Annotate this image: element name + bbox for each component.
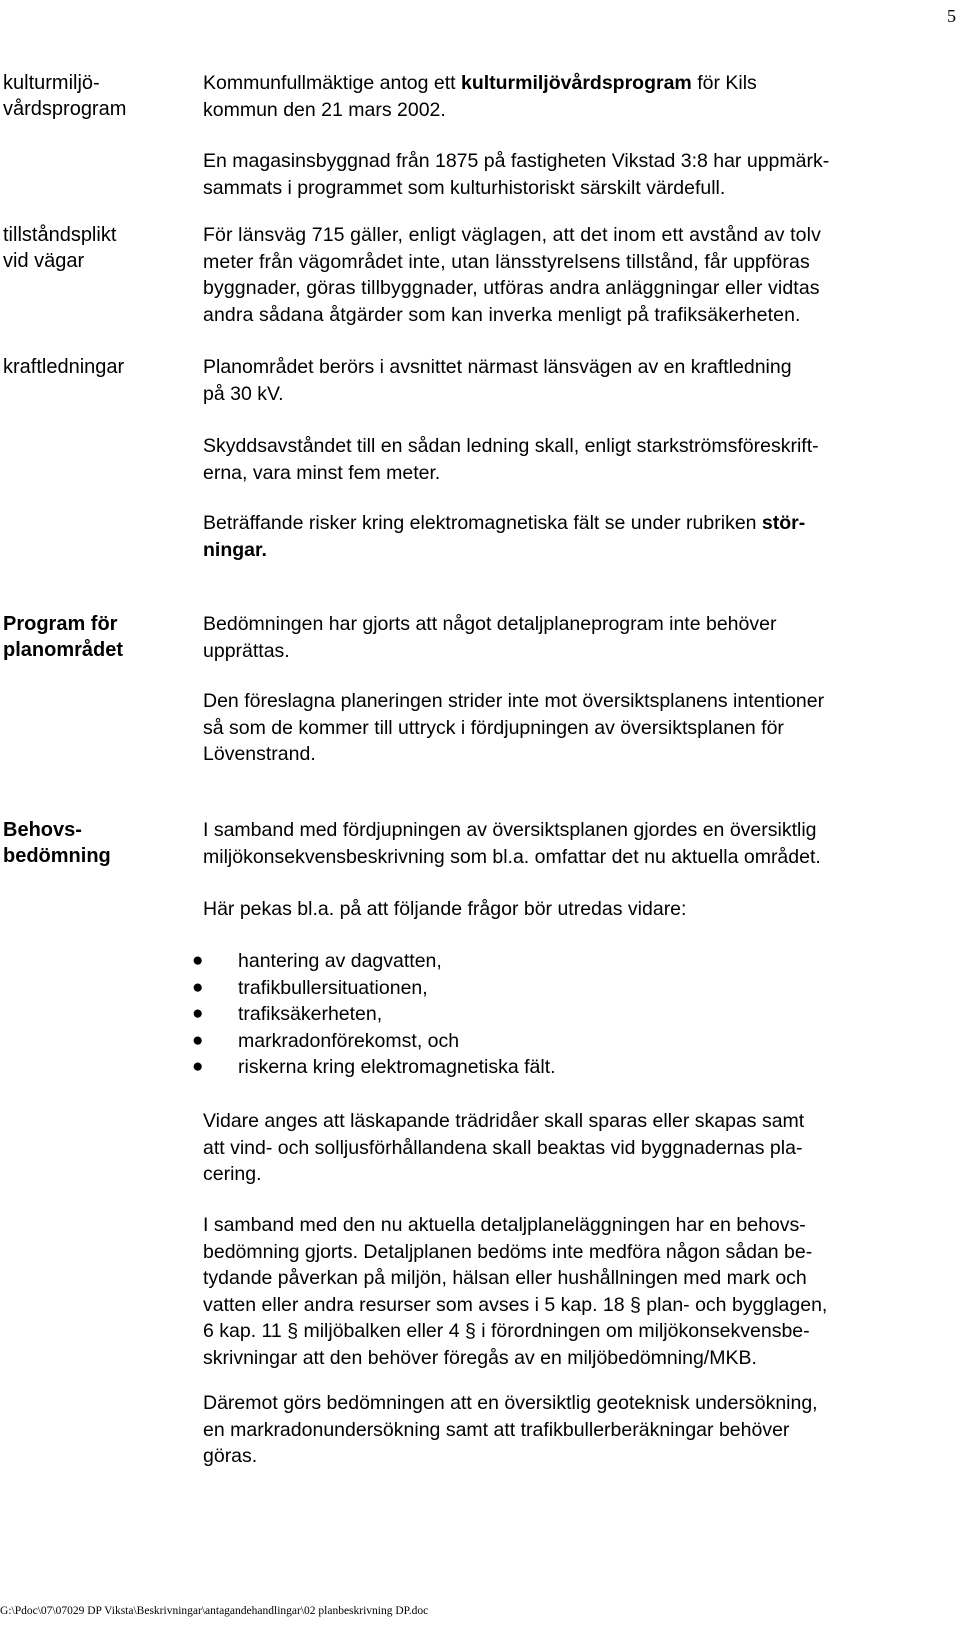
- text-line: skrivningar att den behöver föregås av en miljöbedömning/MKB.: [203, 1346, 757, 1369]
- sidebar-heading-line: Behovs-: [3, 819, 82, 841]
- paragraph-magasinsbyggnad: [203, 148, 829, 201]
- paragraph-tradridaer: [203, 1108, 804, 1188]
- sidebar-heading-kraftledningar: kraftledningar: [3, 356, 125, 378]
- list-item-text: trafikbullersituationen,: [238, 976, 428, 999]
- text-line: Planområdet berörs i avsnittet närmast länsvägen av en kraftledning: [203, 356, 792, 378]
- footer-file-path: G:\Pdoc\07\07029 DP Viksta\Beskrivningar\antagandehandlingar\02 planbeskrivning DP.doc: [0, 1605, 429, 1617]
- text-line: För länsväg 715 gäller, enligt väglagen, att det inom ett avstånd av tolv: [203, 224, 821, 246]
- sidebar-heading-line: kulturmiljö-: [3, 72, 100, 94]
- text-line: Den föreslagna planeringen strider inte mot översiktsplanens intentioner: [203, 690, 825, 712]
- bullet-icon: ●: [192, 1029, 204, 1051]
- text-run: för Kils: [691, 72, 757, 94]
- list-item-text: hantering av dagvatten,: [238, 950, 442, 972]
- paragraph-fragor-intro: Här pekas bl.a. på att följande frågor bör utredas vidare:: [203, 898, 687, 920]
- list-item-text: riskerna kring elektromagnetiska fält.: [238, 1056, 556, 1078]
- text-line: en markradonundersökning samt att trafikbullerberäkningar behöver: [203, 1418, 790, 1441]
- sidebar-heading-line: vid vägar: [3, 250, 85, 272]
- text-line: göras.: [203, 1445, 258, 1467]
- paragraph-skyddsavstand: [203, 433, 819, 486]
- paragraph-kraftledning: [203, 354, 792, 407]
- sidebar-heading-line: vårdsprogram: [3, 98, 127, 120]
- text-line: En magasinsbyggnad från 1875 på fastigheten Vikstad 3:8 har uppmärk-: [203, 150, 830, 172]
- text-line: vatten eller andra resurser som avses i 5 kap. 18 § plan- och bygglagen,: [203, 1293, 828, 1316]
- text-line: 6 kap. 11 § miljöbalken eller 4 § i förordningen om miljökonsekvensbe-: [203, 1320, 810, 1342]
- sidebar-heading-program: [3, 611, 123, 663]
- sidebar-heading-kulturmiljo: [3, 70, 126, 122]
- text-line: Lövenstrand.: [203, 743, 316, 765]
- text-line: byggnader, göras tillbyggnader, utföras andra anläggningar eller vidtas: [203, 277, 820, 299]
- sidebar-heading-line: planområdet: [3, 639, 124, 661]
- paragraph-oversiktsplan: [203, 688, 824, 768]
- sidebar-heading-tillstandsplikt: [3, 222, 116, 274]
- sidebar-heading-line: Program för: [3, 613, 118, 635]
- text-line: I samband med den nu aktuella detaljplaneläggningen har en behovs-: [203, 1214, 806, 1236]
- paragraph-geoteknisk: [203, 1390, 818, 1470]
- text-run: Kommunfullmäktige antog ett: [203, 72, 461, 94]
- list-item-text: markradonförekomst, och: [238, 1029, 460, 1052]
- text-line: på 30 kV.: [203, 382, 284, 405]
- paragraph-detaljplaneprogram: [203, 611, 776, 664]
- bullet-icon: ●: [192, 950, 204, 971]
- list-item-text: trafiksäkerheten,: [238, 1003, 383, 1025]
- text-line: upprättas.: [203, 639, 290, 662]
- sidebar-heading-line: bedömning: [3, 845, 111, 867]
- sidebar-heading-behovsbedomning: [3, 817, 111, 869]
- paragraph-behovsbedomning: [203, 1212, 827, 1371]
- text-line: Bedömningen har gjorts att något detaljplaneprogram inte behöver: [203, 613, 777, 635]
- text-line: I samband med fördjupningen av översiktsplanen gjordes en översiktlig: [203, 819, 817, 841]
- text-line: bedömning gjorts. Detaljplanen bedöms inte medföra någon sådan be-: [203, 1240, 813, 1263]
- paragraph-lansvag: [203, 222, 821, 328]
- text-line: att vind- och solljusförhållandena skall beaktas vid byggnadernas pla-: [203, 1136, 803, 1159]
- text-line: så som de kommer till uttryck i fördjupningen av översiktsplanen för: [203, 716, 784, 739]
- bold-term: kulturmiljövårdsprogram: [460, 72, 692, 94]
- page-number: 5: [947, 6, 956, 26]
- text-line: Skyddsavståndet till en sådan ledning skall, enligt starkströmsföreskrift-: [203, 435, 819, 457]
- text-line: miljökonsekvensbeskrivning som bl.a. omfattar det nu aktuella området.: [203, 845, 821, 868]
- text-line: Däremot görs bedömningen att en översiktlig geoteknisk undersökning,: [203, 1392, 818, 1414]
- text-run: Beträffande risker kring elektromagnetiska fält se under rubriken: [203, 512, 762, 534]
- bullet-icon: ●: [192, 976, 204, 998]
- bold-term: stör-: [761, 512, 806, 534]
- text-line: kommun den 21 mars 2002.: [203, 98, 446, 121]
- text-line: meter från vägområdet inte, utan länsstyrelsens tillstånd, får uppföras: [203, 250, 810, 273]
- text-line: sammats i programmet som kulturhistoriskt särskilt värdefull.: [203, 176, 726, 199]
- text-line: cering.: [203, 1163, 262, 1185]
- paragraph-miljokonsekvens: [203, 817, 821, 870]
- paragraph-elektromagnetiska-falt: [203, 510, 805, 563]
- text-line: Vidare anges att läskapande trädridåer skall sparas eller skapas samt: [203, 1110, 805, 1132]
- bullet-icon: ●: [192, 1003, 204, 1024]
- sidebar-heading-line: tillståndsplikt: [3, 224, 117, 246]
- bullet-icon: ●: [192, 1056, 204, 1077]
- bold-term: ningar.: [203, 538, 267, 561]
- paragraph-kulturmiljovardsprogram: [203, 70, 757, 123]
- text-line: andra sådana åtgärder som kan inverka menligt på trafiksäkerheten.: [203, 303, 801, 326]
- text-line: erna, vara minst fem meter.: [203, 461, 441, 484]
- text-line: tydande påverkan på miljön, hälsan eller hushållningen med mark och: [203, 1267, 807, 1289]
